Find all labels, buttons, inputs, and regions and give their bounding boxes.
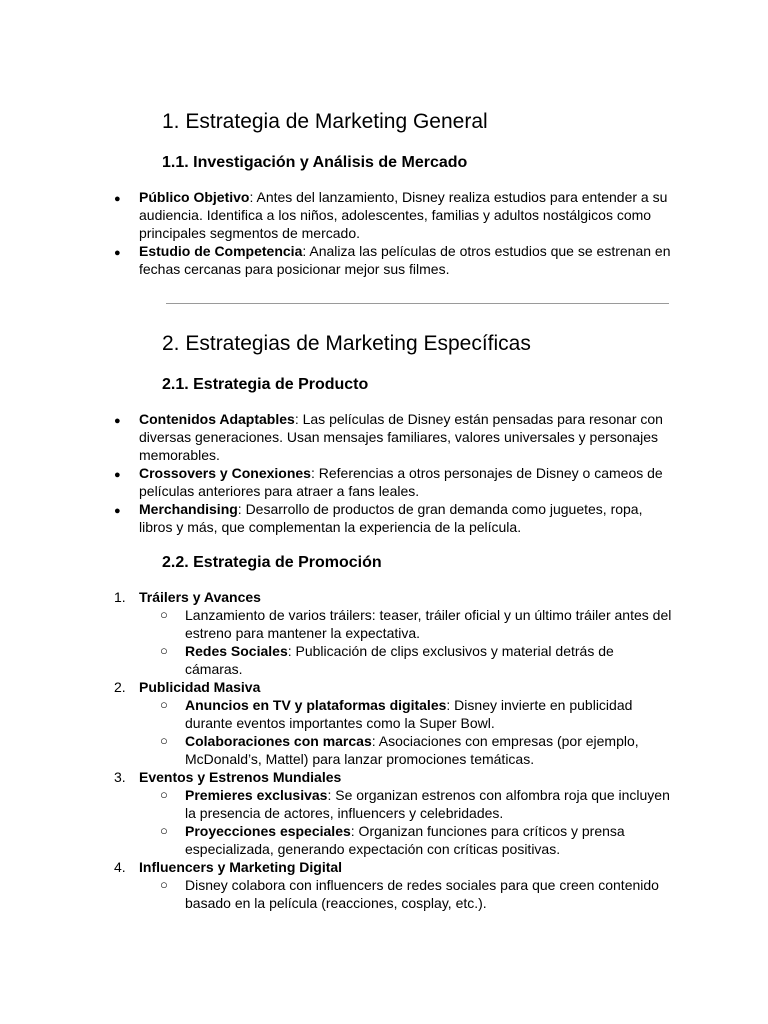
hollow-bullet-icon: ○: [160, 643, 168, 658]
item-text: Disney colabora con influencers de redes sociales para que creen contenido basado en la película (reacciones, cosplay, etc.).: [185, 877, 659, 911]
section-1-heading: 1. Estrategia de Marketing General: [162, 110, 488, 133]
sub-list-item: [114, 696, 674, 732]
item-text: : Se organizan estrenos con alfombra roja que incluyen la presencia de actores, influencers y celebridades.: [185, 787, 670, 821]
bullet-icon: [114, 188, 136, 208]
list-item: [114, 500, 674, 536]
item-bold-label: Premieres exclusivas: [185, 787, 328, 803]
item-text: Lanzamiento de varios tráilers: teaser, tráiler oficial y un último tráiler antes del estreno para mantener la expectativa.: [185, 607, 672, 641]
hollow-bullet-icon: ○: [160, 877, 168, 892]
list-item: [114, 464, 674, 500]
item-text: : Asociaciones con empresas (por ejemplo, McDonald’s, Mattel) para lanzar promociones temáticas.: [185, 733, 639, 767]
item-text: : Las películas de Disney están pensadas para resonar con diversas generaciones. Usan mensajes familiares, valores universales y personajes memorables.: [139, 411, 663, 463]
numbered-item-title: Influencers y Marketing Digital: [139, 859, 343, 875]
hollow-bullet-icon: ○: [160, 823, 168, 838]
numbered-item: [114, 678, 674, 696]
horizontal-divider: [166, 303, 669, 304]
hollow-bullet-icon: ○: [160, 697, 168, 712]
sub-list-item: [114, 732, 674, 768]
item-bold-label: Colaboraciones con marcas: [185, 733, 372, 749]
section-2-heading: 2. Estrategias de Marketing Específicas: [162, 332, 531, 355]
numbered-item: [114, 768, 674, 786]
sub-list-item: [114, 606, 674, 642]
item-number: 2.: [114, 679, 126, 695]
item-number: 3.: [114, 769, 126, 785]
numbered-item-title: Publicidad Masiva: [139, 679, 261, 695]
item-text: : Organizan funciones para críticos y prensa especializada, generando expectación con críticas positivas.: [185, 823, 625, 857]
item-number: 4.: [114, 859, 126, 875]
item-text: : Publicación de clips exclusivos y material detrás de cámaras.: [185, 643, 614, 677]
numbered-item: [114, 588, 674, 606]
section-2-1-bullet-list: [114, 410, 674, 536]
sub-list-item: [114, 876, 674, 912]
hollow-bullet-icon: ○: [160, 733, 168, 748]
item-text: : Analiza las películas de otros estudios que se estrenan en fechas cercanas para posicionar mejor sus filmes.: [139, 243, 671, 277]
item-bold-label: Estudio de Competencia: [139, 243, 303, 259]
bullet-icon: [114, 500, 136, 520]
item-text: : Desarrollo de productos de gran demanda como juguetes, ropa, libros y más, que complementan la experiencia de la película.: [139, 501, 643, 535]
subsection-1-1-heading: 1.1. Investigación y Análisis de Mercado: [162, 154, 468, 171]
sub-list-item: [114, 822, 674, 858]
item-number: 1.: [114, 589, 126, 605]
hollow-bullet-icon: ○: [160, 607, 168, 622]
list-item: [114, 188, 674, 242]
numbered-item-title: Tráilers y Avances: [139, 589, 261, 605]
item-bold-label: Merchandising: [139, 501, 238, 517]
list-item: [114, 410, 674, 464]
item-bold-label: Redes Sociales: [185, 643, 288, 659]
item-bold-label: Público Objetivo: [139, 189, 250, 205]
numbered-item-title: Eventos y Estrenos Mundiales: [139, 769, 342, 785]
subsection-2-2-heading: 2.2. Estrategia de Promoción: [162, 554, 382, 571]
item-bold-label: Anuncios en TV y plataformas digitales: [185, 697, 447, 713]
section-2-2-numbered-list: [114, 588, 674, 912]
bullet-icon: [114, 242, 136, 262]
bullet-icon: [114, 410, 136, 430]
subsection-2-1-heading: 2.1. Estrategia de Producto: [162, 376, 369, 393]
item-text: : Antes del lanzamiento, Disney realiza estudios para entender a su audiencia. Identifica a los niños, adolescentes, familias y adultos nostálgicos como principales segmentos de mercado.: [139, 189, 668, 241]
item-text: : Referencias a otros personajes de Disney o cameos de películas anteriores para atraer a fans leales.: [139, 465, 663, 499]
item-text: : Disney invierte en publicidad durante eventos importantes como la Super Bowl.: [185, 697, 633, 731]
hollow-bullet-icon: ○: [160, 787, 168, 802]
bullet-icon: [114, 464, 136, 484]
list-item: [114, 242, 674, 278]
sub-list-item: [114, 786, 674, 822]
numbered-item: [114, 858, 674, 876]
item-bold-label: Proyecciones especiales: [185, 823, 351, 839]
item-bold-label: Crossovers y Conexiones: [139, 465, 311, 481]
item-bold-label: Contenidos Adaptables: [139, 411, 295, 427]
sub-list-item: [114, 642, 674, 678]
section-1-1-bullet-list: [114, 188, 674, 278]
